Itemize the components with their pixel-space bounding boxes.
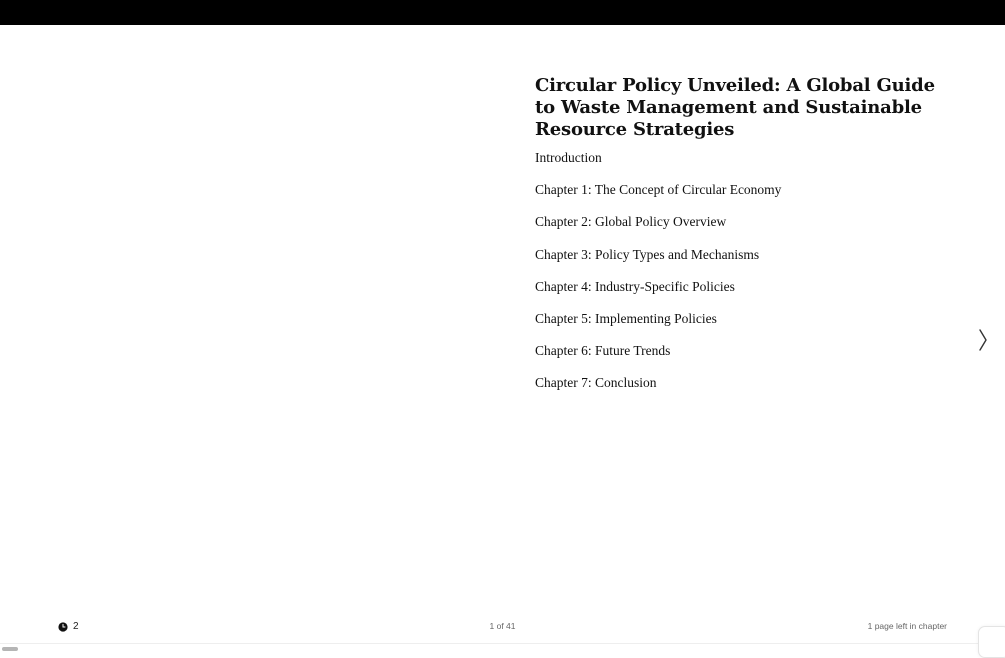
toc-item-chapter-6[interactable]: Chapter 6: Future Trends bbox=[535, 343, 671, 359]
right-page bbox=[535, 75, 955, 408]
chapter-remaining: 1 page left in chapter bbox=[867, 621, 947, 631]
chevron-right-icon bbox=[978, 328, 988, 352]
toc-item-chapter-3[interactable]: Chapter 3: Policy Types and Mechanisms bbox=[535, 246, 760, 262]
page-position: 1 of 41 bbox=[489, 621, 516, 631]
next-page-button[interactable] bbox=[973, 325, 993, 355]
toc-item-chapter-1[interactable]: Chapter 1: The Concept of Circular Economy bbox=[535, 182, 782, 198]
toc-item-chapter-7[interactable]: Chapter 7: Conclusion bbox=[535, 375, 657, 391]
corner-panel[interactable] bbox=[978, 626, 1005, 658]
table-of-contents bbox=[535, 150, 955, 391]
horizontal-scrollbar[interactable] bbox=[0, 643, 1005, 655]
scrollbar-thumb[interactable] bbox=[2, 647, 18, 651]
toc-item-chapter-5[interactable]: Chapter 5: Implementing Policies bbox=[535, 310, 717, 326]
reading-time-value: 2 bbox=[73, 621, 79, 632]
toc-item-chapter-2[interactable]: Chapter 2: Global Policy Overview bbox=[535, 214, 727, 230]
reader-page bbox=[0, 25, 1005, 654]
top-bar bbox=[0, 0, 1005, 25]
toc-item-chapter-4[interactable]: Chapter 4: Industry-Specific Policies bbox=[535, 278, 735, 294]
toc-item-introduction[interactable]: Introduction bbox=[535, 150, 602, 165]
book-title: Circular Policy Unveiled: A Global Guide to Waste Management and Sustainable Resource Strategies bbox=[535, 75, 935, 140]
reader-footer bbox=[0, 621, 1005, 635]
